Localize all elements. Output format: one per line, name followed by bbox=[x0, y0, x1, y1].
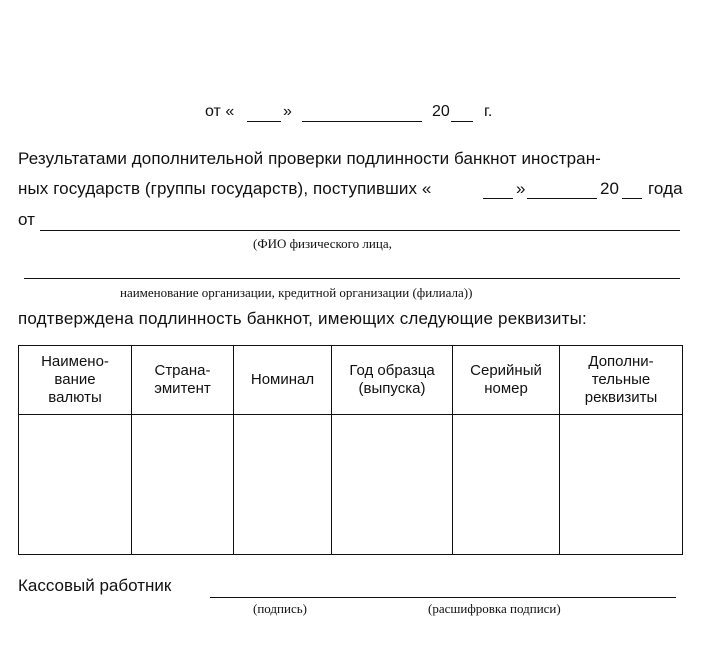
cashier-signature-blank[interactable] bbox=[210, 597, 676, 598]
header-currency-name bbox=[19, 346, 132, 415]
signature-caption: (подпись) bbox=[253, 601, 307, 616]
received-year-suffix: года bbox=[648, 179, 683, 198]
header-serial-number bbox=[453, 346, 560, 415]
date-day-blank[interactable] bbox=[247, 121, 281, 122]
table-cell[interactable] bbox=[332, 415, 453, 555]
header-text: Серийный номер bbox=[470, 362, 542, 397]
table-cell[interactable] bbox=[560, 415, 683, 555]
header-text: Дополни- тельные реквизиты bbox=[584, 353, 658, 406]
header-denomination bbox=[234, 346, 332, 415]
table-header-row bbox=[19, 346, 683, 415]
received-month-blank[interactable] bbox=[527, 198, 597, 199]
received-year-blank[interactable] bbox=[622, 198, 642, 199]
from-person-blank[interactable] bbox=[40, 230, 680, 231]
header-issue-year bbox=[332, 346, 453, 415]
date-month-blank[interactable] bbox=[302, 121, 422, 122]
received-year-prefix: 20 bbox=[600, 179, 620, 198]
date-year-prefix: 20 bbox=[432, 103, 450, 120]
header-text: Год образца (выпуска) bbox=[349, 362, 435, 397]
received-quote-close: » bbox=[516, 179, 526, 198]
table-row bbox=[19, 415, 683, 555]
header-additional-details bbox=[560, 346, 683, 415]
received-day-blank[interactable] bbox=[483, 198, 513, 199]
date-quote-close: » bbox=[283, 103, 292, 120]
organization-blank[interactable] bbox=[24, 278, 680, 279]
cashier-label: Кассовый работник bbox=[18, 576, 172, 595]
signature-decoding-caption: (расшифровка подписи) bbox=[428, 601, 561, 616]
confirmation-text: подтверждена подлинность банкнот, имеющих следующие реквизиты: bbox=[18, 309, 587, 328]
organization-caption: наименование организации, кредитной организации (филиала)) bbox=[120, 285, 473, 300]
header-text: Наимено- вание валюты bbox=[41, 353, 109, 406]
date-prefix: от « bbox=[205, 103, 235, 120]
header-text: Номинал bbox=[250, 371, 315, 388]
date-year-blank[interactable] bbox=[451, 121, 473, 122]
header-text: Страна- эмитент bbox=[154, 362, 211, 397]
table-cell[interactable] bbox=[132, 415, 234, 555]
header-issuing-country bbox=[132, 346, 234, 415]
from-label: от bbox=[18, 210, 35, 229]
table-cell[interactable] bbox=[453, 415, 560, 555]
table-cell[interactable] bbox=[19, 415, 132, 555]
paragraph-line-1: Результатами дополнительной проверки подлинности банкнот иностран- bbox=[18, 149, 601, 168]
fio-caption: (ФИО физического лица, bbox=[253, 236, 392, 251]
paragraph-line-2: ных государств (группы государств), поступивших « bbox=[18, 179, 432, 198]
table-cell[interactable] bbox=[234, 415, 332, 555]
banknote-details-table bbox=[18, 345, 683, 555]
date-year-suffix: г. bbox=[484, 103, 493, 120]
